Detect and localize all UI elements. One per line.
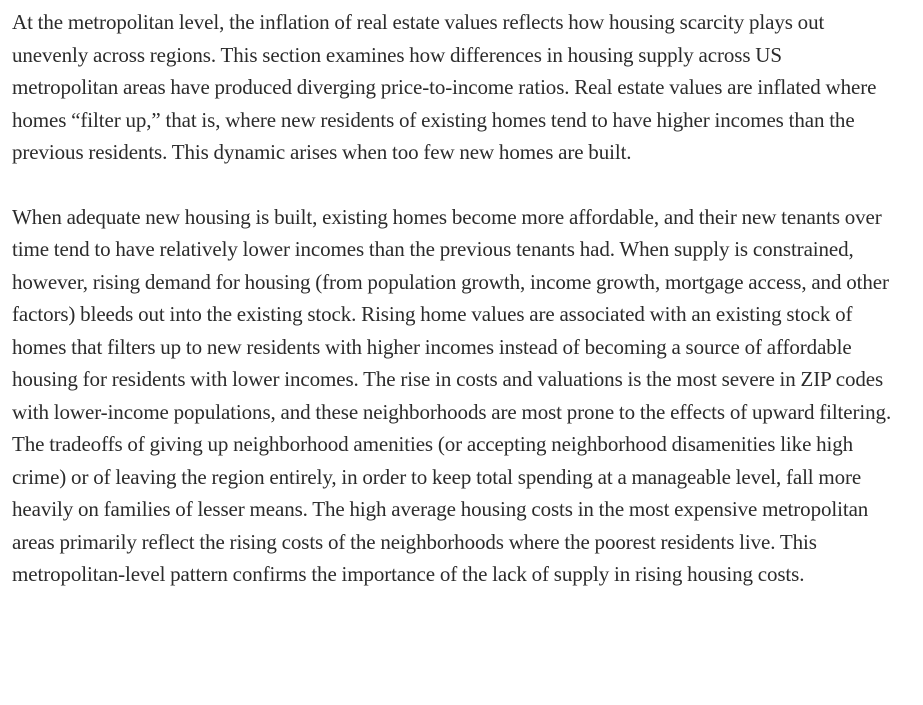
article-paragraph-2: When adequate new housing is built, existing homes become more affordable, and their new tenants over time tend to have relatively lower incomes than the previous tenants had. When supply is constrained, however, rising demand for housing (from population growth, income growth, mortgage access, and other factors) bleeds out into the existing stock. Rising home values are associated with an existing stock of homes that filters up to new residents with higher incomes instead of becoming a source of affordable housing for residents with lower incomes. The rise in costs and valuations is the most severe in ZIP codes with lower-income populations, and these neighborhoods are most prone to the effects of upward filtering. The tradeoffs of giving up neighborhood amenities (or accepting neighborhood disamenities like high crime) or of leaving the region entirely, in order to keep total spending at a manageable level, fall more heavily on families of lesser means. The high average housing costs in the most expensive metropolitan areas primarily reflect the rising costs of the neighborhoods where the poorest residents live. This metropolitan-level pattern confirms the importance of the lack of supply in rising housing costs. — [12, 204, 892, 586]
article-paragraph-1: At the metropolitan level, the inflation of real estate values reflects how housing scarcity plays out unevenly across regions. This section examines how differences in housing supply across US metropolitan areas have produced diverging price-to-income ratios. Real estate values are inflated where homes “filter up,” that is, where new residents of existing homes tend to have higher incomes than the previous residents. This dynamic arises when too few new homes are built. — [12, 10, 877, 164]
